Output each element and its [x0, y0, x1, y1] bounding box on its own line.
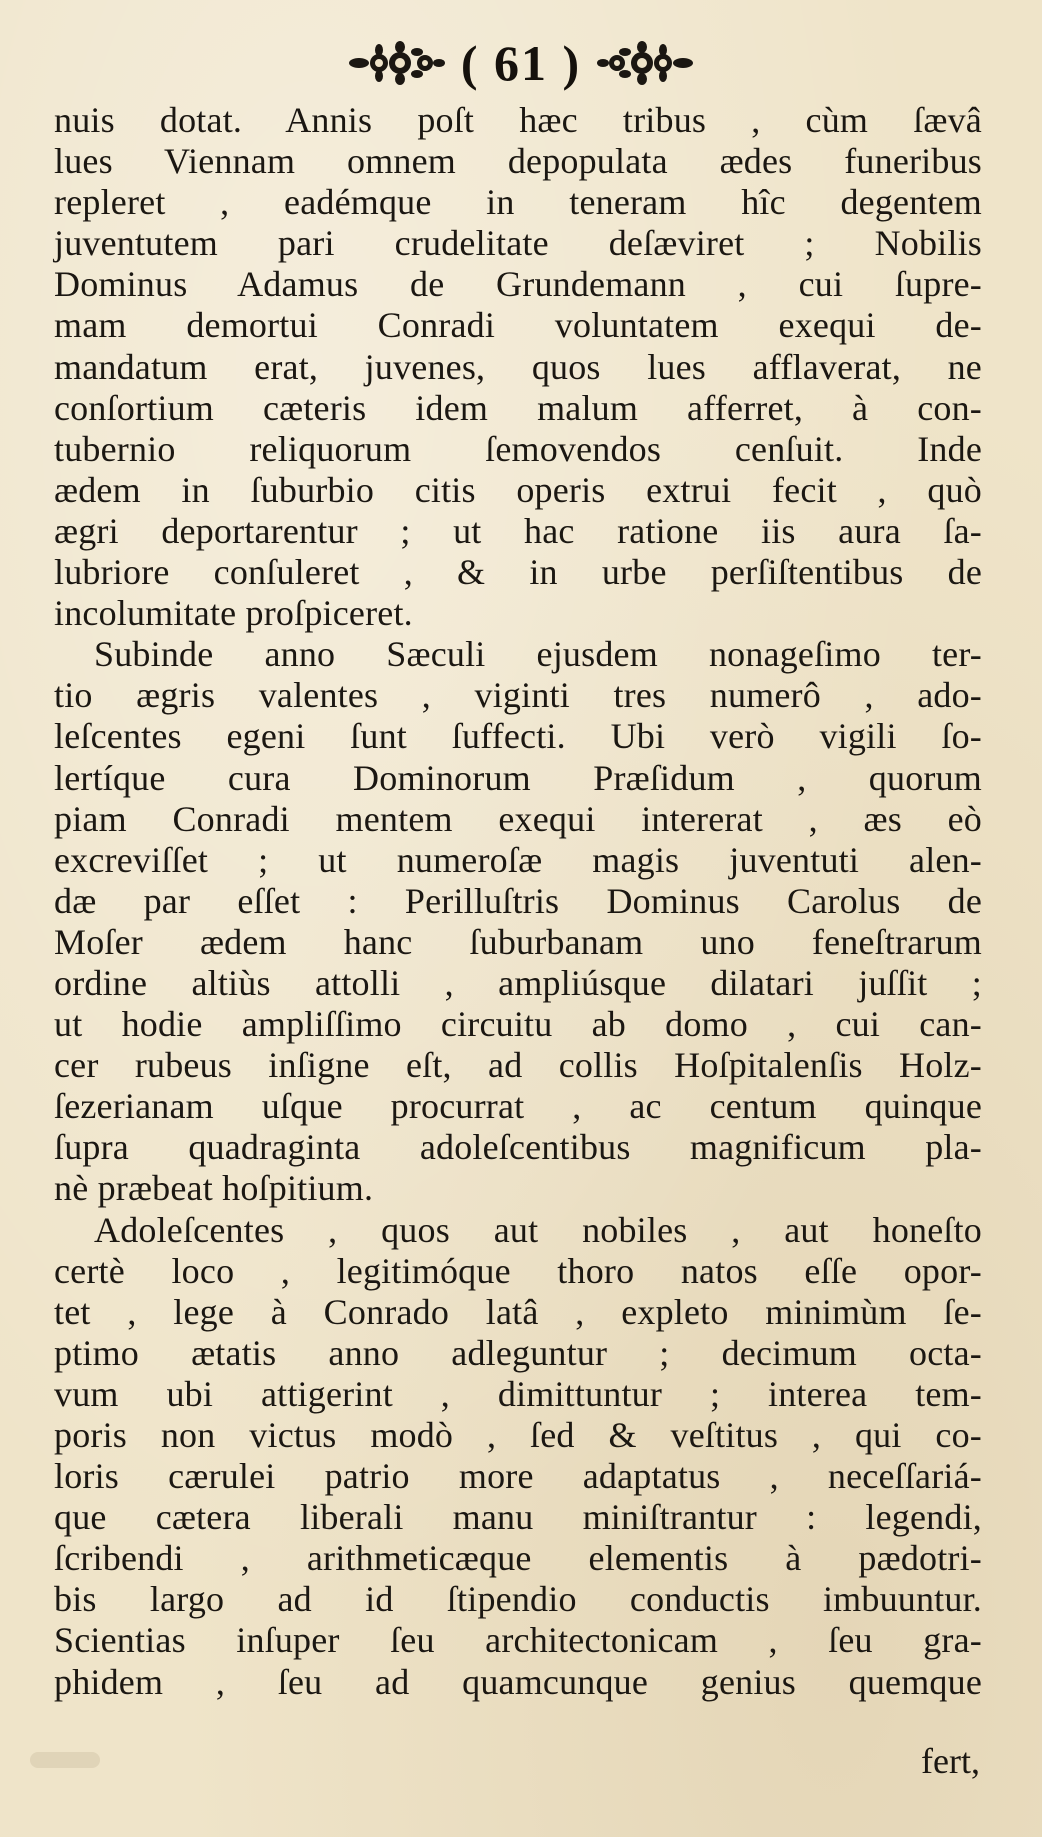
- text-line: loris cærulei patrio more adaptatus , neceſſariá-: [54, 1456, 982, 1497]
- text-line: repleret , eadémque in teneram hîc degentem: [54, 182, 982, 223]
- text-line: Moſer ædem hanc ſuburbanam uno feneſtrarum: [54, 921, 982, 962]
- text-line: excreviſſet ; ut numeroſæ magis juventuti alen-: [54, 839, 982, 880]
- text-line: bis largo ad id ſtipendio conductis imbuuntur.: [54, 1579, 982, 1620]
- text-line: Dominus Adamus de Grundemann , cui ſupre-: [54, 264, 982, 305]
- text-line: mam demortui Conradi voluntatem exequi de-: [54, 305, 982, 346]
- text-line: conſortium cæteris idem malum afferret, à con-: [54, 387, 982, 428]
- text-line: tet , lege à Conrado latâ , expleto minimùm ſe-: [54, 1291, 982, 1332]
- text-line: lertíque cura Dominorum Præſidum , quorum: [54, 757, 982, 798]
- text-line: que cætera liberali manu miniſtrantur : legendi,: [54, 1497, 982, 1538]
- text-line: lubriore conſuleret , & in urbe perſiſtentibus de: [54, 552, 982, 593]
- text-line: phidem , ſeu ad quamcunque genius quemque: [54, 1661, 982, 1702]
- text-line: ordine altiùs attolli , ampliúsque dilatari juſſit ;: [54, 962, 982, 1003]
- text-line: poris non victus modò , ſed & veſtitus , qui co-: [54, 1415, 982, 1455]
- text-line: ſezerianam uſque procurrat , ac centum quinque: [54, 1086, 982, 1127]
- text-line: ægri deportarentur ; ut hac ratione iis aura ſa-: [54, 510, 982, 551]
- text-line: cer rubeus inſigne eſt, ad collis Hoſpitalenſis Holz-: [54, 1045, 982, 1086]
- text-line: dæ par eſſet : Perilluſtris Dominus Carolus de: [54, 880, 982, 921]
- text-line: nuis dotat. Annis poſt hæc tribus , cùm ſævâ: [54, 100, 982, 140]
- paragraph-start-line: Subinde anno Sæculi ejusdem nonageſimo ter-: [94, 634, 982, 675]
- text-line: mandatum erat, juvenes, quos lues afflaverat, ne: [54, 346, 982, 387]
- text-line: ptimo ætatis anno adleguntur ; decimum octa-: [54, 1332, 982, 1373]
- page-header: [0, 28, 1042, 98]
- text-line: lues Viennam omnem depopulata ædes funeribus: [54, 141, 982, 182]
- text-line: nè præbeat hoſpitium.: [54, 1168, 374, 1209]
- text-line: tubernio reliquorum ſemovendos cenſuit. Inde: [54, 428, 982, 469]
- text-line: tio ægris valentes , viginti tres numerô , ado-: [54, 675, 982, 716]
- text-line: ſupra quadraginta adoleſcentibus magnificum pla-: [54, 1127, 982, 1168]
- body-text: [54, 100, 982, 1703]
- text-line: leſcentes egeni ſunt ſuffecti. Ubi verò vigili ſo-: [54, 716, 982, 757]
- text-line: ut hodie ampliſſimo circuitu ab domo , cui can-: [54, 1004, 982, 1045]
- page-number: ( 61 ): [460, 35, 582, 91]
- paragraph-start-line: Adoleſcentes , quos aut nobiles , aut honeſto: [94, 1209, 982, 1250]
- text-line: incolumitate proſpiceret.: [54, 593, 413, 634]
- text-line: vum ubi attigerint , dimittuntur ; interea tem-: [54, 1373, 982, 1414]
- ink-smudge: [30, 1752, 100, 1768]
- text-line: ſcribendi , arithmeticæque elementis à pædotri-: [54, 1538, 982, 1579]
- text-line: Scientias inſuper ſeu architectonicam , ſeu gra-: [54, 1620, 982, 1661]
- text-line: piam Conradi mentem exequi intererat , æs eò: [54, 798, 982, 839]
- text-line: juventutem pari crudelitate deſæviret ; Nobilis: [54, 223, 982, 264]
- floral-ornament-icon: [345, 40, 445, 86]
- text-line: ædem in ſuburbio citis operis extrui fecit , quò: [54, 469, 982, 510]
- text-line: certè loco , legitimóque thoro natos eſſe opor-: [54, 1250, 982, 1291]
- floral-ornament-icon: [597, 40, 697, 86]
- catchword: fert,: [921, 1741, 980, 1781]
